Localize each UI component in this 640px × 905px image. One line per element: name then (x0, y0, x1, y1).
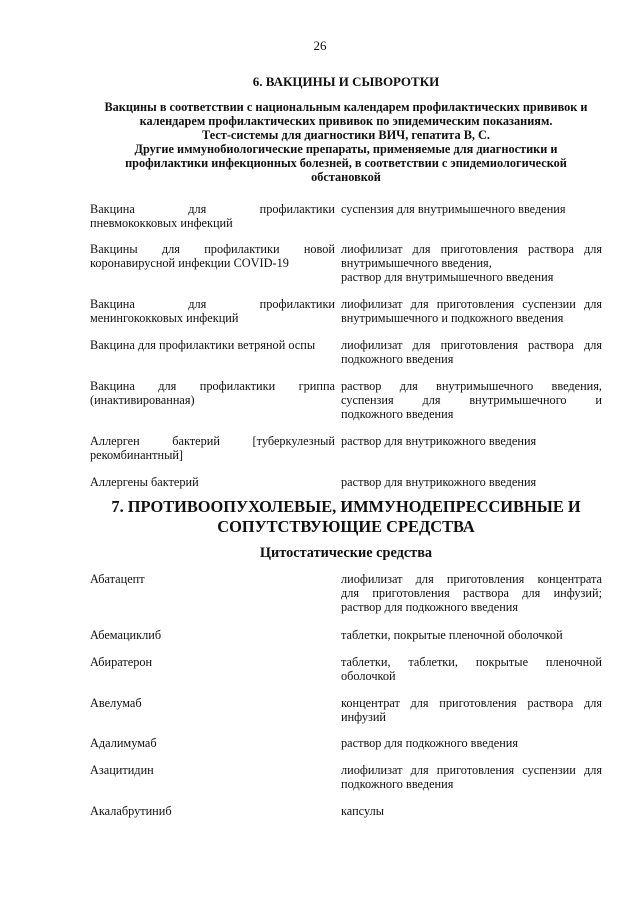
drug-name: Адалимумаб (90, 736, 157, 750)
intro-line: календарем профилактических прививок по эпидемическим показаниям. (139, 114, 553, 128)
drug-form: раствор для подкожного введения (341, 736, 519, 750)
drug-name: Вакцина для профилактики пневмококковых инфекций (90, 202, 335, 230)
drug-form: лиофилизат для приготовления раствора для подкожного введения (341, 338, 602, 366)
drug-name: Вакцины для профилактики новой коронавирусной инфекции COVID-19 (90, 242, 335, 270)
drug-name: Аллерген бактерий [туберкулезный рекомбинантный] (90, 434, 335, 462)
section-7-subheading: Цитостатические средства (259, 545, 433, 561)
drug-name: Абиратерон (90, 655, 153, 669)
drug-form: лиофилизат для приготовления раствора для внутримышечного введения, раствор для внутримышечного введения (341, 242, 602, 284)
drug-form: концентрат для приготовления раствора для инфузий (341, 696, 602, 724)
intro-line: обстановкой (311, 170, 381, 184)
intro-line: Вакцины в соответствии с национальным календарем профилактических прививок и (104, 100, 588, 114)
intro-line: Тест-системы для диагностики ВИЧ, гепатита В, С. (201, 128, 490, 142)
drug-name: Вакцина для профилактики менингококковых инфекций (90, 297, 335, 325)
drug-form: капсулы (341, 804, 384, 818)
drug-name: Абемациклиб (90, 628, 162, 642)
drug-form: лиофилизат для приготовления суспензии для подкожного введения (341, 763, 602, 791)
drug-name: Вакцина для профилактики гриппа (инактивированная) (90, 379, 335, 407)
drug-name: Авелумаб (90, 696, 142, 710)
intro-line: профилактики инфекционных болезней, в соответствии с эпидемиологической (125, 156, 567, 170)
drug-name: Абатацепт (90, 572, 145, 586)
drug-form: раствор для внутрикожного введения (341, 475, 537, 489)
section-7-heading: 7. ПРОТИВООПУХОЛЕВЫЕ, ИММУНОДЕПРЕССИВНЫЕ И СОПУТСТВУЮЩИЕ СРЕДСТВА (111, 497, 581, 536)
drug-name: Вакцина для профилактики ветряной оспы (90, 338, 316, 352)
drug-form: таблетки, таблетки, покрытые пленочной оболочкой (341, 655, 602, 683)
drug-name: Акалабрутиниб (90, 804, 172, 818)
intro-line: Другие иммунобиологические препараты, применяемые для диагностики и (134, 142, 558, 156)
section-6-heading: 6. ВАКЦИНЫ И СЫВОРОТКИ (252, 74, 440, 89)
section-6-intro (90, 100, 602, 184)
drug-form: раствор для внутримышечного введения, суспензия для внутримышечного и подкожного введения (341, 379, 602, 421)
drug-form: раствор для внутрикожного введения (341, 434, 537, 448)
drug-form: таблетки, покрытые пленочной оболочкой (341, 628, 563, 642)
drug-name: Азацитидин (90, 763, 154, 777)
page-number: 26 (313, 38, 327, 53)
drug-form: суспензия для внутримышечного введения (341, 202, 566, 216)
drug-name: Аллергены бактерий (90, 475, 199, 489)
drug-form: лиофилизат для приготовления концентрата для приготовления раствора для инфузий; раствор для подкожного введения (341, 572, 602, 614)
drug-form: лиофилизат для приготовления суспензии для внутримышечного и подкожного введения (341, 297, 602, 325)
